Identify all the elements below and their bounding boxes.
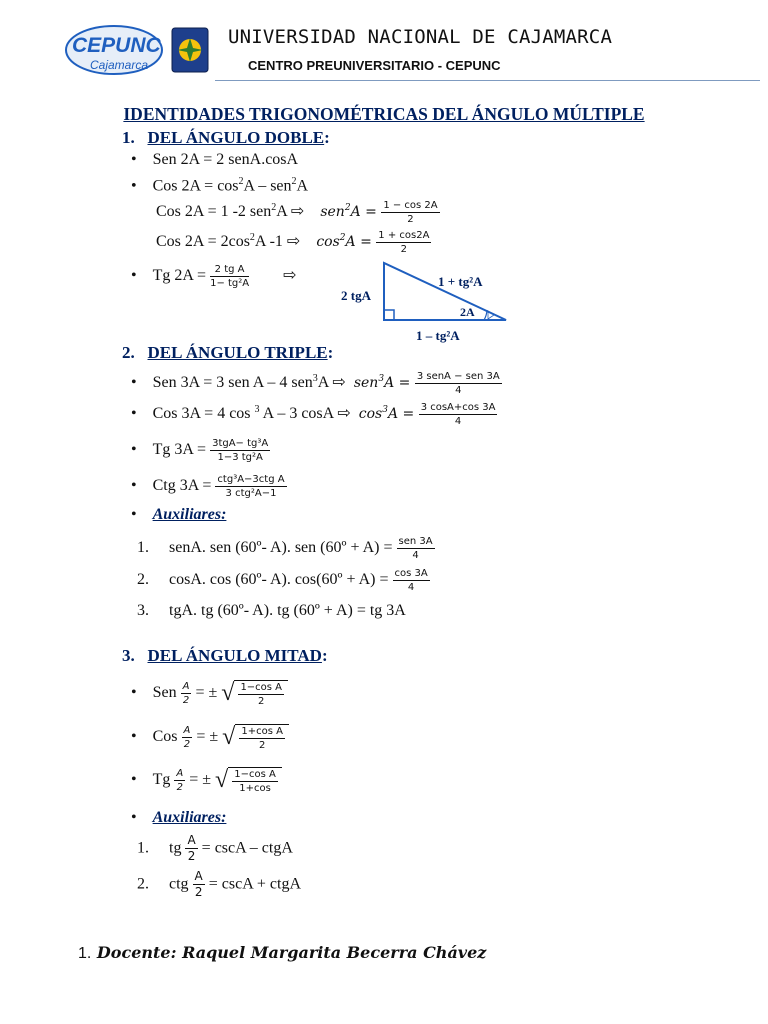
s2-line-1: • Sen 3A = 3 sen A – 4 sen$^3$A ⇨ sen$^3$A = $\frac{\text{3 senA − sen 3A}}{4}$ bbox=[131, 371, 500, 396]
s3-aux-1: 1. tg $\frac{A}{2}$ = cscA – ctgA bbox=[137, 833, 293, 864]
section-3-heading: 3. DEL ÁNGULO MITAD: bbox=[122, 646, 328, 665]
s3-sqrt-3: √ $\frac{\text{1−cos A}}{1+\cos}$ bbox=[215, 767, 282, 794]
s2-frac-cos3: $\frac{3 \cos A+\cos 3A}{4}$ bbox=[420, 402, 496, 427]
s1-line-2: • Cos $2A = \cos^2A - sen^2A$ bbox=[131, 176, 309, 195]
s2-line-3: • Tg 3A = $\frac{\text{3tgA− tg³A}}{\text{1−3 tg²A}}$ bbox=[131, 438, 269, 463]
section-1-heading: 1. DEL ÁNGULO DOBLE: bbox=[122, 128, 330, 147]
s1-line-5: • Tg 2A = $\frac{\text{2 tg A}}{\text{1− tg²A}}$ ⇨ bbox=[131, 264, 297, 289]
s3-sqrt-1: √ $\frac{\text{1−cos A}}{2}$ bbox=[221, 680, 288, 707]
center-name: CENTRO PREUNIVERSITARIO - CEPUNC bbox=[248, 58, 501, 73]
s1-line-3: Cos 2A = 1 -2 sen$^2$A ⇨ sen$^2$A = $\frac{1 - \cos 2A}{2}$ bbox=[156, 200, 438, 225]
s1-frac-tg2: $\frac{\text{2 tg A}}{\text{1− tg²A}}$ bbox=[210, 264, 250, 289]
svg-text:CEPUNC: CEPUNC bbox=[72, 34, 161, 57]
triangle-angle-label: 2A bbox=[460, 305, 475, 319]
s2-aux-2: 2. cosA. cos (60º- A). cos(60º + A) = $\frac{\cos 3A}{4}$ bbox=[137, 568, 428, 593]
docente-line: 1. Docente: Raquel Margarita Becerra Chávez bbox=[78, 943, 487, 962]
s3-aux-2: 2. ctg $\frac{A}{2}$ = cscA + ctgA bbox=[137, 869, 302, 900]
s3-line-1: • Sen $\frac{A}{2}$ = ± √ $\frac{\text{1−cos A}}{2}$ bbox=[131, 680, 288, 707]
triangle-bottom-label: 1 – tg²A bbox=[416, 328, 460, 343]
s2-frac-aux1: $\frac{\text{sen 3A}}{4}$ bbox=[398, 536, 433, 561]
s1-frac-sen2: $\frac{1 - \cos 2A}{2}$ bbox=[383, 200, 438, 225]
s3-line-3: • Tg $\frac{A}{2}$ = ± √ $\frac{\text{1−cos A}}{1+\cos}$ bbox=[131, 767, 282, 794]
section-1-title: DEL ÁNGULO DOBLE bbox=[147, 128, 325, 147]
triangle-diagram bbox=[338, 258, 513, 348]
s1-line-1: • Sen 2A = 2 senA.cosA bbox=[131, 151, 299, 168]
svg-text:Cajamarca: Cajamarca bbox=[90, 58, 149, 72]
s1-frac-cos2: $\frac{1 + \cos 2A}{2}$ bbox=[378, 230, 430, 255]
cepunc-logo bbox=[64, 22, 212, 78]
docente-name: Docente: Raquel Margarita Becerra Chávez bbox=[96, 943, 487, 962]
s2-aux-1: 1. senA. sen (60º- A). sen (60º + A) = $\frac{\text{sen 3A}}{4}$ bbox=[137, 536, 433, 561]
triangle-left-label: 2 tgA bbox=[341, 288, 371, 303]
header-divider bbox=[215, 80, 760, 81]
s2-aux-3: 3. tgA. tg (60º- A). tg (60º + A) = tg 3A bbox=[137, 602, 406, 619]
s2-line-2: • Cos 3A = 4 cos $^3$ A – 3 cosA ⇨ $\cos^3A$ = $\frac{3 \cos A+\cos 3A}{4}$ bbox=[131, 402, 496, 427]
section-3-title: DEL ÁNGULO MITAD bbox=[147, 646, 322, 665]
s2-frac-aux2: $\frac{\cos 3A}{4}$ bbox=[394, 568, 428, 593]
page-title: IDENTIDADES TRIGONOMÉTRICAS DEL ÁNGULO MÚLTIPLE bbox=[123, 104, 645, 124]
s1-line-4: Cos $2A = 2\cos^2A$ -1 ⇨ $\cos^2A$ = $\frac{1 + \cos 2A}{2}$ bbox=[156, 230, 430, 255]
section-2-heading: 2. DEL ÁNGULO TRIPLE: bbox=[122, 343, 334, 362]
s2-aux-heading: • Auxiliares: bbox=[131, 506, 227, 523]
s2-frac-sen3: $\frac{\text{3 senA − sen 3A}}{4}$ bbox=[416, 371, 500, 396]
s3-line-2: • Cos $\frac{A}{2}$ = ± √ $\frac{\text{1+cos A}}{2}$ bbox=[131, 724, 289, 751]
s3-sqrt-2: √ $\frac{\text{1+cos A}}{2}$ bbox=[222, 724, 289, 751]
s2-line-4: • Ctg 3A = $\frac{\text{ctg³A−3ctg A}}{\text{3 ctg²A−1}}$ bbox=[131, 474, 285, 499]
triangle-hypotenuse-label: 1 + tg²A bbox=[438, 274, 483, 289]
s3-aux-heading: • Auxiliares: bbox=[131, 809, 227, 826]
s2-frac-tg3: $\frac{\text{3tgA− tg³A}}{\text{1−3 tg²A}}$ bbox=[212, 438, 269, 463]
s2-frac-ctg3: $\frac{\text{ctg³A−3ctg A}}{\text{3 ctg²A−1}}$ bbox=[217, 474, 285, 499]
university-name: UNIVERSIDAD NACIONAL DE CAJAMARCA bbox=[228, 26, 613, 48]
section-2-title: DEL ÁNGULO TRIPLE bbox=[147, 343, 328, 362]
